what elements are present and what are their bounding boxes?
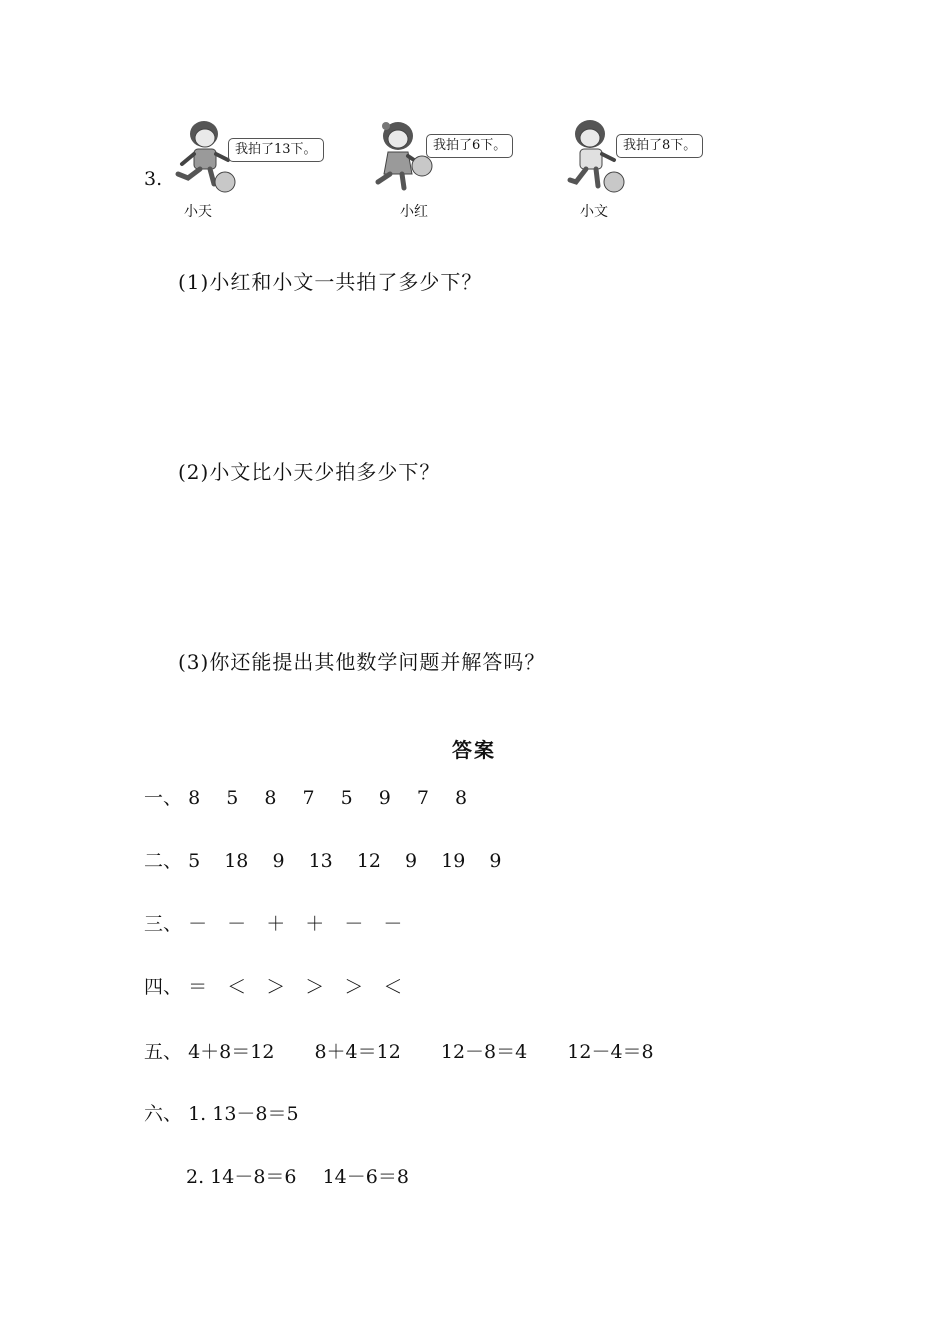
answer-item: ＞ bbox=[344, 976, 364, 998]
answer-item: － bbox=[188, 913, 208, 935]
answer-row-prefix: 五、 bbox=[144, 1041, 183, 1063]
answer-item: ＞ bbox=[266, 976, 286, 998]
speech-bubble-xiaotian: 我拍了13下。 bbox=[228, 138, 324, 162]
answer-row-5 bbox=[144, 1037, 654, 1064]
answer-item: － bbox=[383, 913, 403, 935]
answer-row-1 bbox=[144, 783, 487, 810]
answer-row-6 bbox=[144, 1099, 299, 1126]
answer-item: 12－4＝8 bbox=[567, 1041, 654, 1063]
kid-name-xiaohong: 小红 bbox=[400, 204, 428, 220]
answer-row-prefix: 一、 bbox=[144, 787, 183, 809]
kid-xiaowen bbox=[562, 116, 732, 226]
answer-item: 4＋8＝12 bbox=[188, 1041, 275, 1063]
answer-item: ＜ bbox=[383, 976, 403, 998]
sub-question-1: (1)小红和小文一共拍了多少下？ bbox=[178, 270, 483, 294]
answer-row-prefix: 六、 bbox=[144, 1103, 183, 1125]
answer-item: 9 bbox=[378, 787, 391, 809]
answer-item: 7 bbox=[302, 787, 315, 809]
answer-item: ＜ bbox=[227, 976, 247, 998]
answer-item: 9 bbox=[489, 850, 502, 872]
answer-item: 8 bbox=[455, 787, 468, 809]
answer-item: ＋ bbox=[266, 913, 286, 935]
speech-bubble-xiaohong: 我拍了6下。 bbox=[426, 134, 513, 158]
answers-heading: 答案 bbox=[452, 738, 496, 762]
answer-item: 7 bbox=[416, 787, 429, 809]
answer-item: 12－8＝4 bbox=[440, 1041, 528, 1063]
sub-question-2: (2)小文比小天少拍多少下？ bbox=[178, 460, 441, 484]
speech-bubble-xiaowen: 我拍了8下。 bbox=[616, 134, 703, 158]
answer-item: 14－6＝8 bbox=[322, 1166, 409, 1188]
kid-name-xiaowen: 小文 bbox=[580, 204, 608, 220]
answer-item: 8 bbox=[188, 787, 201, 809]
answer-item: 19 bbox=[441, 850, 466, 872]
girl-bouncing-ball-icon bbox=[368, 116, 438, 201]
answer-item: 2. 14－8＝6 bbox=[186, 1166, 297, 1188]
answer-item: 9 bbox=[272, 850, 285, 872]
answer-item: 18 bbox=[224, 850, 249, 872]
answer-item: － bbox=[344, 913, 364, 935]
answer-item: 1. 13－8＝5 bbox=[188, 1103, 299, 1125]
answer-row-2 bbox=[144, 846, 502, 873]
kid-name-xiaotian: 小天 bbox=[184, 204, 212, 220]
answer-row-prefix: 四、 bbox=[144, 976, 183, 998]
answer-item: ＝ bbox=[188, 976, 208, 998]
answer-item: 5 bbox=[226, 787, 239, 809]
answer-row-3 bbox=[144, 909, 402, 936]
question-number: 3. bbox=[144, 168, 163, 190]
answer-item: － bbox=[227, 913, 247, 935]
boy-bouncing-ball-icon bbox=[562, 116, 632, 201]
answer-row-prefix: 二、 bbox=[144, 850, 183, 872]
answer-item: 8 bbox=[264, 787, 277, 809]
answer-row-prefix: 三、 bbox=[144, 913, 183, 935]
answer-row-7 bbox=[186, 1162, 409, 1189]
answer-item: 8＋4＝12 bbox=[314, 1041, 401, 1063]
answer-item: ＞ bbox=[305, 976, 325, 998]
kid-xiaotian bbox=[170, 116, 340, 226]
answer-row-4 bbox=[144, 972, 402, 999]
answer-item: 9 bbox=[405, 850, 418, 872]
answer-item: 5 bbox=[340, 787, 353, 809]
answer-item: 12 bbox=[356, 850, 381, 872]
answer-item: ＋ bbox=[305, 913, 325, 935]
sub-question-3: (3)你还能提出其他数学问题并解答吗？ bbox=[178, 650, 546, 674]
answer-item: 5 bbox=[188, 850, 201, 872]
answer-item: 13 bbox=[308, 850, 333, 872]
kid-xiaohong bbox=[368, 116, 538, 226]
